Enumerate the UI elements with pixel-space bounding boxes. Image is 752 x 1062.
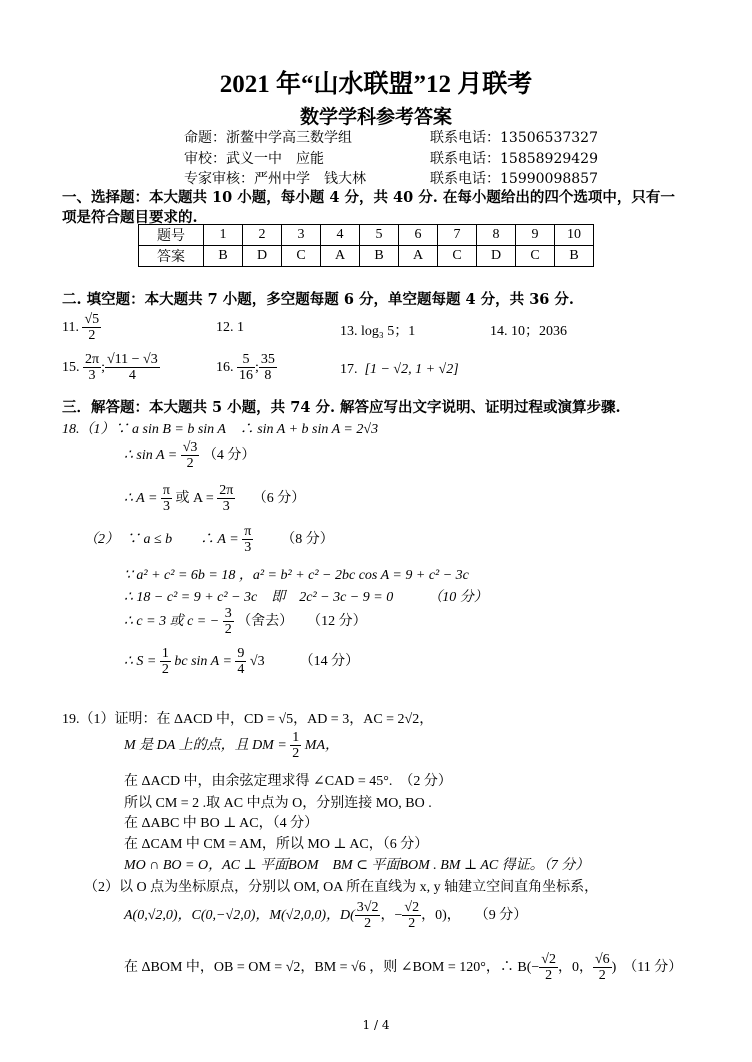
table-cell: C	[282, 246, 321, 267]
table-cell: 10	[555, 225, 594, 246]
q18-line2: ∴ sin A = $\frac{√3}{2}$ （4 分）	[124, 440, 256, 472]
table-cell: 2	[243, 225, 282, 246]
q18-line1: 18.（1）∵ a sin B = b sin A ∴ sin A + b sin A = 2√3	[62, 422, 379, 437]
page-subtitle: 数学学科参考答案	[299, 106, 452, 128]
table-cell: A	[321, 246, 360, 267]
q19-line6: 在 ΔCAM 中 CM = AM，所以 MO ⊥ AC，（6 分）	[124, 837, 429, 852]
table-cell: 4	[321, 225, 360, 246]
section2-heading: 二. 填空题：本大题共 7 小题，多空题每题 6 分，单空题每题 4 分，共 36 分.	[62, 291, 574, 308]
section3-heading: 三．解答题：本大题共 5 小题，共 74 分. 解答应写出文字说明、证明过程或演算步骤.	[62, 399, 621, 416]
table-cell: C	[438, 246, 477, 267]
meta-author: 命题：浙鳌中学高三数学组	[184, 130, 352, 146]
answer-q16: 16. $\frac{5}{16}$ ; $\frac{35}{8}$	[216, 352, 275, 384]
q19-line9: A(0,√2,0)，C(0,−√2,0)，M(√2,0,0)，D( $\frac{3√2}{2}$ ，− $\frac{√2}{2}$ ，0)， （9 分）	[124, 900, 528, 932]
answer-q15: 15. $\frac{2\pi}{3}$ ; $\frac{√11 - √3}{4}$	[62, 352, 158, 384]
meta-author-phone: 联系电话：13506537327	[430, 130, 598, 146]
meta-reviewer-phone: 联系电话：15858929429	[430, 151, 598, 167]
meta-expert-phone: 联系电话：15990098857	[430, 171, 598, 187]
section1-heading-cont: 项是符合题目要求的.	[62, 209, 198, 226]
table-cell: 6	[399, 225, 438, 246]
answer-q13: 13. log₃ 5；1	[340, 324, 416, 339]
q18-line4: （2） ∵ a ≤ b ∴ A = $\frac{\pi}{3}$ （8 分）	[84, 524, 334, 556]
answer-q12: 12. 1	[216, 320, 244, 335]
table-cell: B	[204, 246, 243, 267]
answer-q11: 11. $\frac{√5}{2}$	[62, 312, 100, 344]
table-cell: 9	[516, 225, 555, 246]
section1-heading: 一、选择题：本大题共 10 小题，每小题 4 分，共 40 分. 在每小题给出的四个选项中，只有一	[62, 189, 675, 206]
q18-line8: ∴ S = $\frac{1}{2}$ bc sin A = $\frac{9}{4}$ √3 （14 分）	[124, 646, 360, 678]
meta-reviewer: 审校：武义一中 应能	[184, 151, 324, 167]
table-cell: B	[360, 246, 399, 267]
table-cell: D	[477, 246, 516, 267]
q18-line3: ∴ A = $\frac{\pi}{3}$ 或 A = $\frac{2\pi}{3}$ （6 分）	[124, 483, 306, 515]
q19-line2: M 是 DA 上的点，且 DM = $\frac{1}{2}$ MA，	[124, 730, 340, 762]
table-cell: D	[243, 246, 282, 267]
q19-line8: （2）以 O 点为坐标原点，分别以 OM, OA 所在直线为 x, y 轴建立空间直角坐标系，	[84, 880, 599, 895]
answer-table	[138, 224, 594, 267]
q19-line3: 在 ΔACD 中，由余弦定理求得 ∠CAD = 45°. （2 分）	[124, 774, 452, 789]
table-cell: 7	[438, 225, 477, 246]
answer-q17: 17. [1 − √2, 1 + √2]	[340, 362, 459, 377]
table-row-answers	[139, 246, 594, 267]
table-cell: 5	[360, 225, 399, 246]
q18-line7: ∴ c = 3 或 c = − $\frac{3}{2}$ （舍去） （12 分）	[124, 606, 367, 638]
q19-line1: 19.（1）证明：在 ΔACD 中，CD = √5，AD = 3，AC = 2√2，	[62, 712, 434, 727]
q19-line10: 在 ΔBOM 中，OB = OM = √2，BM = √6 ，则 ∠BOM = 120°，∴ B(− $\frac{√2}{2}$ ，0， $\frac{√6}{2}$ ) （11 分）	[124, 952, 683, 984]
q19-line7: MO ∩ BO = O，AC ⊥ 平面BOM BM ⊂ 平面BOM . BM ⊥ AC 得证。（7 分）	[124, 858, 590, 873]
q18-line6: ∴ 18 − c² = 9 + c² − 3c 即 2c² − 3c − 9 = 0 （10 分）	[124, 590, 488, 605]
table-cell: 1	[204, 225, 243, 246]
table-cell: C	[516, 246, 555, 267]
table-header-ans: 答案	[139, 246, 204, 267]
q18-line5: ∵ a² + c² = 6b = 18 ，a² = b² + c² − 2bc cos A = 9 + c² − 3c	[124, 568, 469, 583]
table-cell: 3	[282, 225, 321, 246]
table-cell: B	[555, 246, 594, 267]
meta-expert: 专家审核：严州中学 钱大林	[184, 171, 366, 187]
table-row-numbers	[139, 225, 594, 246]
table-header-num: 题号	[139, 225, 204, 246]
page-title: 2021 年“山水联盟”12 月联考	[219, 71, 533, 98]
q19-line4: 所以 CM = 2 .取 AC 中点为 O，分别连接 MO, BO .	[124, 796, 432, 811]
page-number: 1 / 4	[362, 1018, 390, 1032]
answer-q14: 14. 10；2036	[490, 324, 567, 339]
q19-line5: 在 ΔABC 中 BO ⊥ AC，（4 分）	[124, 816, 319, 831]
table-cell: A	[399, 246, 438, 267]
table-cell: 8	[477, 225, 516, 246]
